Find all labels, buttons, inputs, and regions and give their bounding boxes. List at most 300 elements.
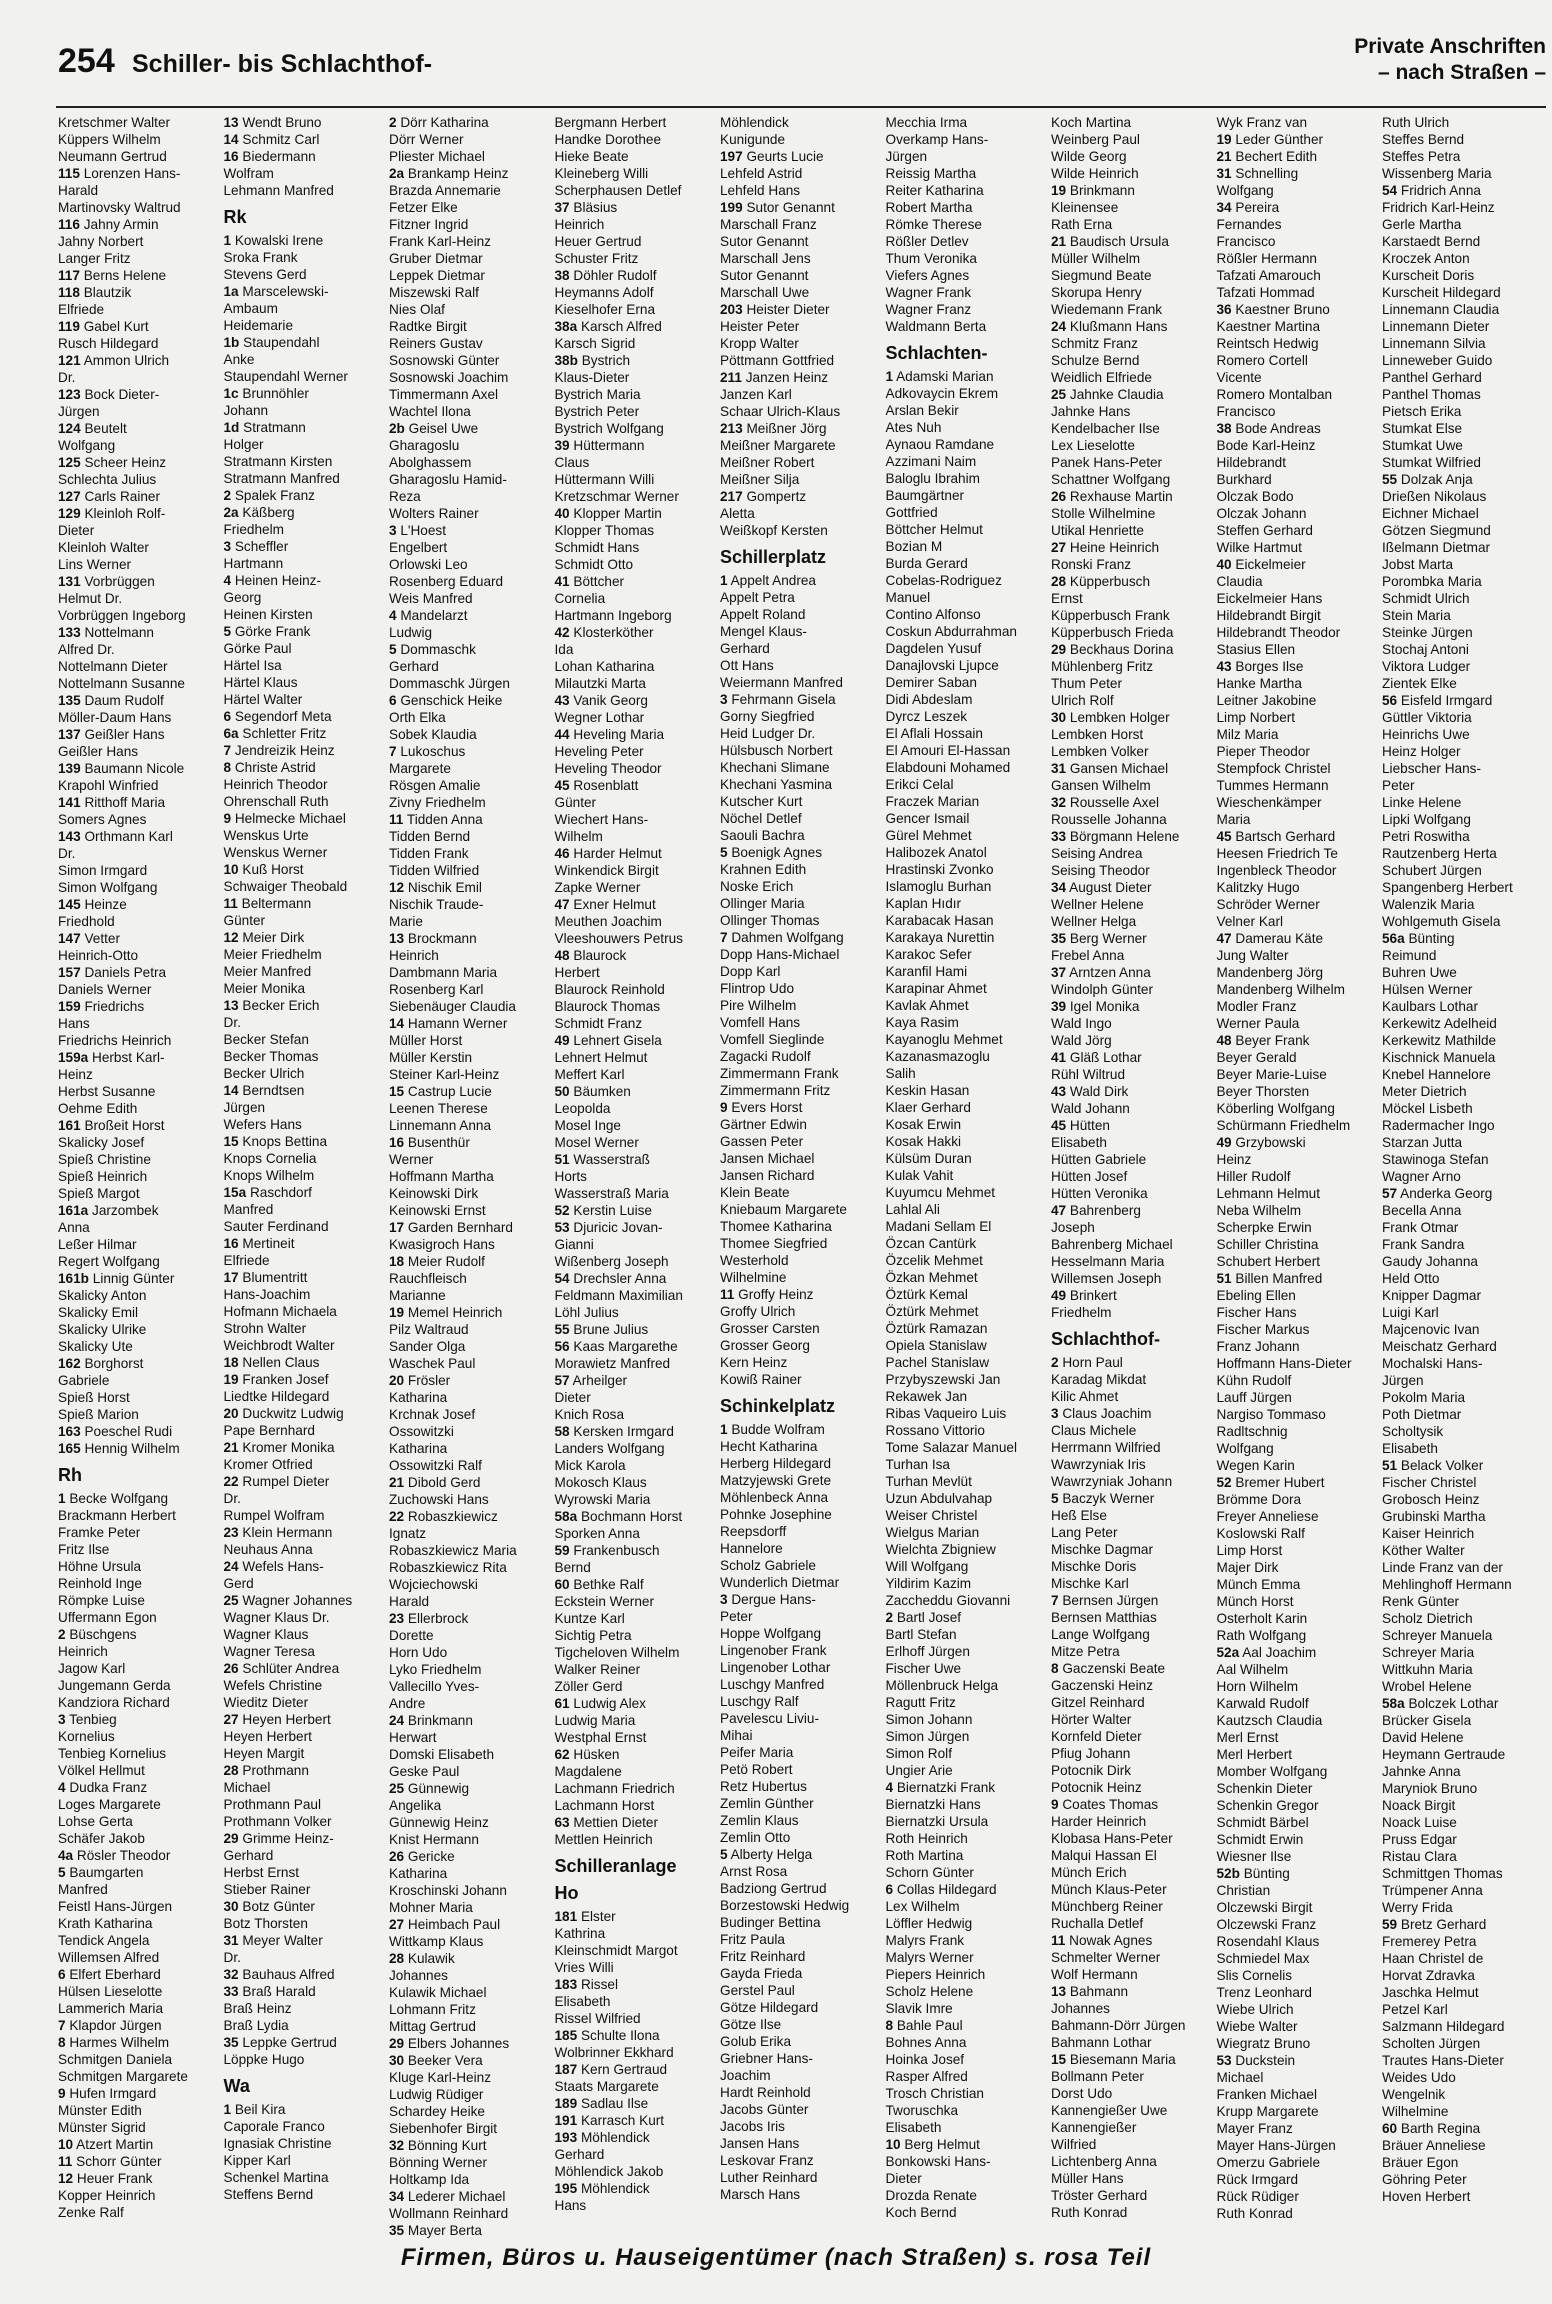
resident-entry: Utikal Henriette: [1051, 523, 1144, 538]
resident-entry: Hartmann Ingeborg: [554, 608, 672, 623]
resident-entry: Heidemarie: [223, 318, 294, 333]
resident-entry: 129 Kleinloh Rolf-: [58, 506, 166, 521]
resident-entry: 13 Brockmann: [389, 931, 477, 946]
resident-entry: Brömme Dora: [1216, 1492, 1302, 1507]
resident-entry: Fritz Paula: [720, 1932, 785, 1947]
resident-entry: Ristau Clara: [1382, 1849, 1457, 1864]
resident-entry: 20 Duckwitz Ludwig: [223, 1406, 344, 1421]
resident-entry: Dopp Hans-Michael: [720, 947, 840, 962]
resident-entry: Bräuer Anneliese: [1382, 2138, 1486, 2153]
resident-entry: Wiegratz Bruno: [1216, 2036, 1311, 2051]
house-number: 1d: [223, 420, 240, 435]
resident-entry: Handke Dorothee: [554, 132, 662, 147]
resident-entry: Panek Hans-Peter: [1051, 455, 1163, 470]
resident-entry: Schmidt Bärbel: [1216, 1815, 1309, 1830]
resident-entry: Lembken Horst: [1051, 727, 1144, 742]
resident-entry: Wegen Karin: [1216, 1458, 1295, 1473]
house-number: 11: [720, 1287, 735, 1302]
resident-entry: 45 Hütten: [1051, 1118, 1110, 1133]
resident-entry: Pachel Stanislaw: [885, 1355, 990, 1370]
resident-entry: Harald: [389, 1594, 430, 1609]
resident-entry: 2b Geisel Uwe: [389, 421, 479, 436]
house-number: 9: [720, 1100, 728, 1115]
resident-entry: Köther Walter: [1382, 1543, 1465, 1558]
resident-entry: Linde Franz van der: [1382, 1560, 1503, 1575]
resident-entry: 1a Marscelewski-: [223, 284, 329, 299]
resident-entry: 11 Beltermann: [223, 896, 312, 911]
resident-entry: Leopolda: [554, 1101, 611, 1116]
house-number: 37: [1051, 965, 1067, 980]
resident-entry: Fischer Christel: [1382, 1475, 1477, 1490]
resident-entry: Marschall Franz: [720, 217, 817, 232]
resident-entry: 199 Sutor Genannt: [720, 200, 835, 215]
resident-entry: Rosenberg Karl: [389, 982, 484, 997]
resident-entry: Blaurock Thomas: [554, 999, 661, 1014]
resident-entry: Gerhard: [554, 2147, 605, 2162]
resident-entry: Gerstel Paul: [720, 1983, 795, 1998]
resident-entry: Abolghassem: [389, 455, 472, 470]
resident-entry: Görke Paul: [223, 641, 292, 656]
resident-entry: Leßer Hilmar: [58, 1237, 137, 1252]
resident-entry: Azzimani Naim: [885, 454, 977, 469]
resident-entry: Maria: [1216, 812, 1251, 827]
resident-entry: Mischke Doris: [1051, 1559, 1137, 1574]
resident-entry: Grubinski Martha: [1382, 1509, 1486, 1524]
resident-entry: Dr.: [223, 1950, 241, 1965]
resident-entry: Wilhelm: [554, 829, 603, 844]
house-number: 45: [554, 778, 570, 793]
resident-entry: Wagner Klaus: [223, 1627, 309, 1642]
resident-entry: Koch Martina: [1051, 115, 1132, 130]
street-heading: Wa: [223, 2076, 250, 2096]
resident-entry: Schmidt Erwin: [1216, 1832, 1304, 1847]
resident-entry: Griebner Hans-: [720, 2051, 813, 2066]
resident-entry: Römke Therese: [885, 217, 982, 232]
resident-entry: Dopp Karl: [720, 964, 781, 979]
resident-entry: Freyer Anneliese: [1216, 1509, 1319, 1524]
resident-entry: Omerzu Gabriele: [1216, 2155, 1320, 2170]
page-header: [0, 0, 1552, 108]
house-number: 31: [1216, 166, 1232, 181]
resident-entry: Luther Reinhard: [720, 2170, 818, 2185]
directory-column: [389, 114, 555, 2238]
resident-entry: Braß Heinz: [223, 2001, 292, 2016]
resident-entry: Karstaedt Bernd: [1382, 234, 1481, 249]
resident-entry: Wiedemann Frank: [1051, 302, 1163, 317]
house-number: 36: [1216, 302, 1232, 317]
resident-entry: Lehnert Helmut: [554, 1050, 648, 1065]
resident-entry: 60 Barth Regina: [1382, 2121, 1481, 2136]
resident-entry: Lehmann Helmut: [1216, 1186, 1321, 1201]
resident-entry: Schaar Ulrich-Klaus: [720, 404, 841, 419]
house-number: 56a: [1382, 931, 1405, 946]
resident-entry: Georg: [223, 590, 262, 605]
resident-entry: Kosak Hakki: [885, 1134, 962, 1149]
resident-entry: Schmitz Franz: [1051, 336, 1138, 351]
resident-entry: 11 Tidden Anna: [389, 812, 483, 827]
resident-entry: 10 Berg Helmut: [885, 2137, 980, 2152]
house-number: 4: [58, 1780, 66, 1795]
resident-entry: Sroka Frank: [223, 250, 298, 265]
resident-entry: Rekawek Jan: [885, 1389, 968, 1404]
house-number: 2b: [389, 421, 405, 436]
resident-entry: 2 Bartl Josef: [885, 1610, 962, 1625]
house-number: 9: [223, 811, 232, 826]
house-number: 23: [389, 1611, 405, 1626]
house-number: 42: [554, 625, 570, 640]
street-heading: Ho: [554, 1883, 579, 1903]
house-number: 9: [1051, 1797, 1059, 1812]
resident-entry: Ronski Franz: [1051, 557, 1132, 572]
resident-entry: Jansen Richard: [720, 1168, 815, 1183]
house-number: 58a: [554, 1509, 578, 1524]
resident-entry: Reepsdorff: [720, 1524, 787, 1539]
resident-entry: 38b Bystrich: [554, 353, 631, 368]
resident-entry: Skalicky Ulrike: [58, 1322, 147, 1337]
resident-entry: Mokosch Klaus: [554, 1475, 647, 1490]
resident-entry: Hecht Katharina: [720, 1439, 818, 1454]
house-number: 47: [1216, 931, 1232, 946]
resident-entry: Staupendahl Werner: [223, 369, 348, 384]
house-number: 189: [554, 2096, 578, 2111]
resident-entry: Lex Lieselotte: [1051, 438, 1135, 453]
resident-entry: Trautes Hans-Dieter: [1382, 2053, 1504, 2068]
resident-entry: 7 Klapdor Jürgen: [58, 2018, 162, 2033]
resident-entry: Dr.: [58, 370, 76, 385]
resident-entry: Zaccheddu Giovanni: [885, 1593, 1011, 1608]
resident-entry: Claus: [554, 455, 590, 470]
resident-entry: Zimmermann Frank: [720, 1066, 839, 1081]
resident-entry: Halibozek Anatol: [885, 845, 987, 860]
resident-entry: Heymann Gertraude: [1382, 1747, 1506, 1762]
house-number: 54: [1382, 183, 1398, 198]
resident-entry: Katharina: [389, 1441, 448, 1456]
house-number: 163: [58, 1424, 81, 1439]
resident-entry: 50 Bäumken: [554, 1084, 631, 1099]
resident-entry: Schmitgen Margarete: [58, 2069, 188, 2084]
resident-entry: Mandenberg Wilhelm: [1216, 982, 1345, 997]
resident-entry: Buhren Uwe: [1382, 965, 1457, 980]
resident-entry: 2a Käßberg: [223, 505, 295, 520]
resident-entry: Danajlovski Ljupce: [885, 658, 999, 673]
resident-entry: Harald: [58, 183, 99, 198]
resident-entry: Will Wolfgang: [885, 1559, 969, 1574]
street-heading: Rh: [58, 1465, 82, 1485]
resident-entry: Tenbieg Kornelius: [58, 1746, 167, 1761]
resident-entry: Haan Christel de: [1382, 1951, 1484, 1966]
resident-entry: Lehfeld Hans: [720, 183, 801, 198]
resident-entry: Wachtel Ilona: [389, 404, 471, 419]
resident-entry: 6 Segendorf Meta: [223, 709, 332, 724]
house-number: 30: [389, 2053, 405, 2068]
resident-entry: 27 Heine Heinrich: [1051, 540, 1160, 555]
resident-entry: Lehfeld Astrid: [720, 166, 803, 181]
resident-entry: 159a Herbst Karl-: [58, 1050, 165, 1065]
house-number: 193: [554, 2130, 578, 2145]
resident-entry: Leenen Therese: [389, 1101, 488, 1116]
house-number: 15: [223, 1134, 239, 1149]
resident-entry: Heinrichs Uwe: [1382, 727, 1470, 742]
resident-entry: Vries Willi: [554, 1960, 614, 1975]
resident-entry: Skalicky Josef: [58, 1135, 145, 1150]
resident-entry: Stieber Rainer: [223, 1882, 311, 1897]
resident-entry: Skalicky Anton: [58, 1288, 147, 1303]
resident-entry: Thomee Katharina: [720, 1219, 832, 1234]
resident-entry: Viktora Ludger: [1382, 659, 1471, 674]
resident-entry: Limp Norbert: [1216, 710, 1296, 725]
resident-entry: Karwald Rudolf: [1216, 1696, 1309, 1711]
house-number: 25: [223, 1593, 239, 1608]
house-number: 47: [1051, 1203, 1067, 1218]
resident-entry: Hüttermann Willi: [554, 472, 655, 487]
resident-entry: Weidlich Elfriede: [1051, 370, 1152, 385]
resident-entry: Coskun Abdurrahman: [885, 624, 1017, 639]
resident-entry: 55 Brune Julius: [554, 1322, 649, 1337]
resident-entry: 135 Daum Rudolf: [58, 693, 164, 708]
resident-entry: Gerle Martha: [1382, 217, 1462, 232]
house-number: 15: [389, 1084, 405, 1099]
house-number: 49: [554, 1033, 570, 1048]
resident-entry: 31 Gansen Michael: [1051, 761, 1169, 776]
resident-entry: Potocnik Dirk: [1051, 1763, 1132, 1778]
resident-entry: 30 Beeker Vera: [389, 2053, 483, 2068]
house-number: 13: [223, 998, 239, 1013]
resident-entry: Noack Birgit: [1382, 1798, 1456, 1813]
resident-entry: 183 Rissel: [554, 1977, 618, 1992]
resident-entry: Münch Emma: [1216, 1577, 1301, 1592]
resident-entry: Nottelmann Susanne: [58, 676, 185, 691]
resident-entry: 121 Ammon Ulrich: [58, 353, 170, 368]
resident-entry: Heinrich: [58, 1644, 108, 1659]
resident-entry: Drozda Renate: [885, 2188, 977, 2203]
resident-entry: Möllenbruck Helga: [885, 1678, 999, 1693]
resident-entry: Tröster Gerhard: [1051, 2188, 1148, 2203]
resident-entry: Zöller Gerd: [554, 1679, 623, 1694]
resident-entry: Bernd: [554, 1560, 591, 1575]
house-number: 52a: [1216, 1645, 1240, 1660]
resident-entry: Keskin Hasan: [885, 1083, 970, 1098]
house-number: 217: [720, 489, 743, 504]
resident-entry: Tidden Bernd: [389, 829, 471, 844]
resident-entry: Ates Nuh: [885, 420, 942, 435]
resident-entry: Günter: [223, 913, 266, 928]
resident-entry: 49 Grzybowski: [1216, 1135, 1306, 1150]
resident-entry: Özkan Mehmet: [885, 1270, 978, 1285]
resident-entry: Marsch Hans: [720, 2187, 801, 2202]
resident-entry: Biernatzki Hans: [885, 1797, 981, 1812]
resident-entry: 14 Hamann Werner: [389, 1016, 508, 1031]
resident-entry: Bräuer Egon: [1382, 2155, 1459, 2170]
resident-entry: 1 Appelt Andrea: [720, 573, 816, 588]
resident-entry: 15 Castrup Lucie: [389, 1084, 492, 1099]
resident-entry: Rossano Vittorio: [885, 1423, 985, 1438]
resident-entry: Hans-Joachim: [223, 1287, 311, 1302]
resident-entry: Kannengießer: [1051, 2120, 1137, 2135]
house-number: 52: [1216, 1475, 1232, 1490]
resident-entry: Kropp Walter: [720, 336, 799, 351]
street-heading: Schillerplatz: [720, 547, 827, 567]
resident-entry: Wellner Helene: [1051, 897, 1144, 912]
resident-entry: Eckstein Werner: [554, 1594, 654, 1609]
resident-entry: Slavik Imre: [885, 2001, 953, 2016]
resident-entry: Kerkewitz Adelheid: [1382, 1016, 1497, 1031]
resident-entry: 30 Lembken Holger: [1051, 710, 1170, 725]
resident-entry: 28 Küpperbusch: [1051, 574, 1151, 589]
resident-entry: Zuchowski Hans: [389, 1492, 489, 1507]
resident-entry: Stolle Wilhelmine: [1051, 506, 1156, 521]
resident-entry: Knops Wilhelm: [223, 1168, 315, 1183]
resident-entry: Kaiser Heinrich: [1382, 1526, 1475, 1541]
resident-entry: Walker Reiner: [554, 1662, 641, 1677]
house-number: 11: [58, 2154, 73, 2169]
resident-entry: Jahnke Hans: [1051, 404, 1131, 419]
resident-entry: Ruth Ulrich: [1382, 115, 1450, 130]
resident-entry: Johannes: [1051, 2001, 1110, 2016]
resident-entry: Trenz Leonhard: [1216, 1985, 1312, 2000]
resident-entry: Zimmermann Fritz: [720, 1083, 831, 1098]
resident-entry: 52 Bremer Hubert: [1216, 1475, 1325, 1490]
resident-entry: Kern Heinz: [720, 1355, 788, 1370]
resident-entry: Zivny Friedhelm: [389, 795, 486, 810]
resident-entry: 161a Jarzombek: [58, 1203, 159, 1218]
resident-entry: 141 Ritthoff Maria: [58, 795, 166, 810]
resident-entry: Steffen Gerhard: [1216, 523, 1313, 538]
resident-entry: Schmidt Otto: [554, 557, 634, 572]
resident-entry: Gabriele: [58, 1373, 110, 1388]
resident-entry: Yildirim Kazim: [885, 1576, 972, 1591]
house-number: 145: [58, 897, 81, 912]
resident-entry: Wald Ingo: [1051, 1016, 1112, 1031]
resident-entry: 47 Bahrenberg: [1051, 1203, 1141, 1218]
resident-entry: Ribas Vaqueiro Luis: [885, 1406, 1007, 1421]
resident-entry: Ignasiak Christine: [223, 2136, 332, 2151]
house-number: 5: [223, 624, 232, 639]
resident-entry: Härtel Isa: [223, 658, 282, 673]
resident-entry: Stasius Ellen: [1216, 642, 1296, 657]
resident-entry: 55 Dolzak Anja: [1382, 472, 1473, 487]
resident-entry: Schorn Günter: [885, 1865, 974, 1880]
resident-entry: 37 Bläsius: [554, 200, 618, 215]
resident-entry: Johannes: [389, 1968, 448, 1983]
resident-entry: 38 Bode Andreas: [1216, 421, 1321, 436]
resident-entry: Malyrs Werner: [885, 1950, 974, 1965]
resident-entry: Elfriede: [223, 1253, 270, 1268]
resident-entry: Hardt Reinhold: [720, 2085, 811, 2100]
resident-entry: Steffes Petra: [1382, 149, 1461, 164]
resident-entry: Mischke Dagmar: [1051, 1542, 1153, 1557]
house-number: 29: [1051, 642, 1067, 657]
resident-entry: Schuster Fritz: [554, 251, 639, 266]
house-number: 211: [720, 370, 742, 385]
house-number: 203: [720, 302, 743, 317]
resident-entry: Sauter Ferdinand: [223, 1219, 329, 1234]
resident-entry: 197 Geurts Lucie: [720, 149, 824, 164]
resident-entry: Waschek Paul: [389, 1356, 476, 1371]
house-number: 5: [720, 1847, 728, 1862]
resident-entry: Wenskus Urte: [223, 828, 309, 843]
resident-entry: 22 Robaszkiewicz: [389, 1509, 498, 1524]
resident-entry: 58a Bochmann Horst: [554, 1509, 683, 1524]
resident-entry: Rößler Hermann: [1216, 251, 1317, 266]
resident-entry: 147 Vetter: [58, 931, 120, 946]
house-number: 10: [885, 2137, 901, 2152]
resident-entry: Linke Helene: [1382, 795, 1462, 810]
resident-entry: 3 Scheffler: [223, 539, 289, 554]
resident-entry: Öztürk Mehmet: [885, 1304, 979, 1319]
resident-entry: Fischer Hans: [1216, 1305, 1297, 1320]
resident-entry: Götzen Siegmund: [1382, 523, 1491, 538]
resident-entry: 23 Klein Hermann: [223, 1525, 333, 1540]
resident-entry: Kretzschmar Werner: [554, 489, 679, 504]
resident-entry: Fitzner Ingrid: [389, 217, 469, 232]
resident-entry: Knops Cornelia: [223, 1151, 317, 1166]
resident-entry: Lauff Jürgen: [1216, 1390, 1292, 1405]
resident-entry: Wilde Heinrich: [1051, 166, 1139, 181]
house-number: 19: [389, 1305, 405, 1320]
resident-entry: 163 Poeschel Rudi: [58, 1424, 173, 1439]
resident-entry: Simon Wolfgang: [58, 880, 158, 895]
resident-entry: 43 Borges Ilse: [1216, 659, 1304, 674]
resident-entry: Dorst Udo: [1051, 2086, 1113, 2101]
house-number: 8: [223, 760, 232, 775]
resident-entry: Kischnick Manuela: [1382, 1050, 1496, 1065]
house-number: 52: [554, 1203, 570, 1218]
resident-entry: Fritz Ilse: [58, 1542, 110, 1557]
resident-entry: 5 Boenigk Agnes: [720, 845, 823, 860]
resident-entry: Kavlak Ahmet: [885, 998, 969, 1013]
resident-entry: Wielgus Marian: [885, 1525, 980, 1540]
resident-entry: Kaestner Martina: [1216, 319, 1321, 334]
resident-entry: Hoven Herbert: [1382, 2189, 1471, 2204]
resident-entry: Lahlal Ali: [885, 1202, 940, 1217]
house-number: 6: [223, 709, 232, 724]
resident-entry: Scholten Jürgen: [1382, 2036, 1481, 2051]
resident-entry: Krupp Margarete: [1216, 2104, 1319, 2119]
resident-entry: Elisabeth: [554, 1994, 611, 2009]
house-number: 31: [223, 1933, 239, 1948]
resident-entry: Lohse Gerta: [58, 1814, 133, 1829]
resident-entry: Hütten Josef: [1051, 1169, 1128, 1184]
resident-entry: Rath Erna: [1051, 217, 1113, 232]
resident-entry: 2a Brankamp Heinz: [389, 166, 509, 181]
resident-entry: Heinrich: [554, 217, 605, 232]
resident-entry: Wrobel Helene: [1382, 1679, 1472, 1694]
resident-entry: Münchberg Reiner: [1051, 1899, 1163, 1914]
resident-entry: Overkamp Hans-: [885, 132, 989, 147]
resident-entry: 25 Wagner Johannes: [223, 1593, 353, 1608]
resident-entry: Drießen Nikolaus: [1382, 489, 1487, 504]
resident-entry: Kluge Karl-Heinz: [389, 2070, 491, 2085]
resident-entry: Lyko Friedhelm: [389, 1662, 482, 1677]
house-number: 12: [58, 2171, 74, 2186]
resident-entry: Starzan Jutta: [1382, 1135, 1463, 1150]
house-number: 49: [1051, 1288, 1067, 1303]
house-number: 18: [223, 1355, 239, 1370]
resident-entry: Sutor Genannt: [720, 268, 809, 283]
resident-entry: Becker Ulrich: [223, 1066, 305, 1081]
resident-entry: Leppek Dietmar: [389, 268, 485, 283]
resident-entry: Zagacki Rudolf: [720, 1049, 811, 1064]
resident-entry: 11 Groffy Heinz: [720, 1287, 814, 1302]
house-number: 38: [1216, 421, 1232, 436]
resident-entry: Matzyjewski Grete: [720, 1473, 832, 1488]
resident-entry: Scherpke Erwin: [1216, 1220, 1312, 1235]
resident-entry: Gaczenski Heinz: [1051, 1678, 1153, 1693]
resident-entry: 15 Biesemann Maria: [1051, 2052, 1176, 2067]
resident-entry: Schardey Heike: [389, 2104, 485, 2119]
resident-entry: Johann: [223, 403, 269, 418]
resident-entry: Malqui Hassan El: [1051, 1848, 1157, 1863]
